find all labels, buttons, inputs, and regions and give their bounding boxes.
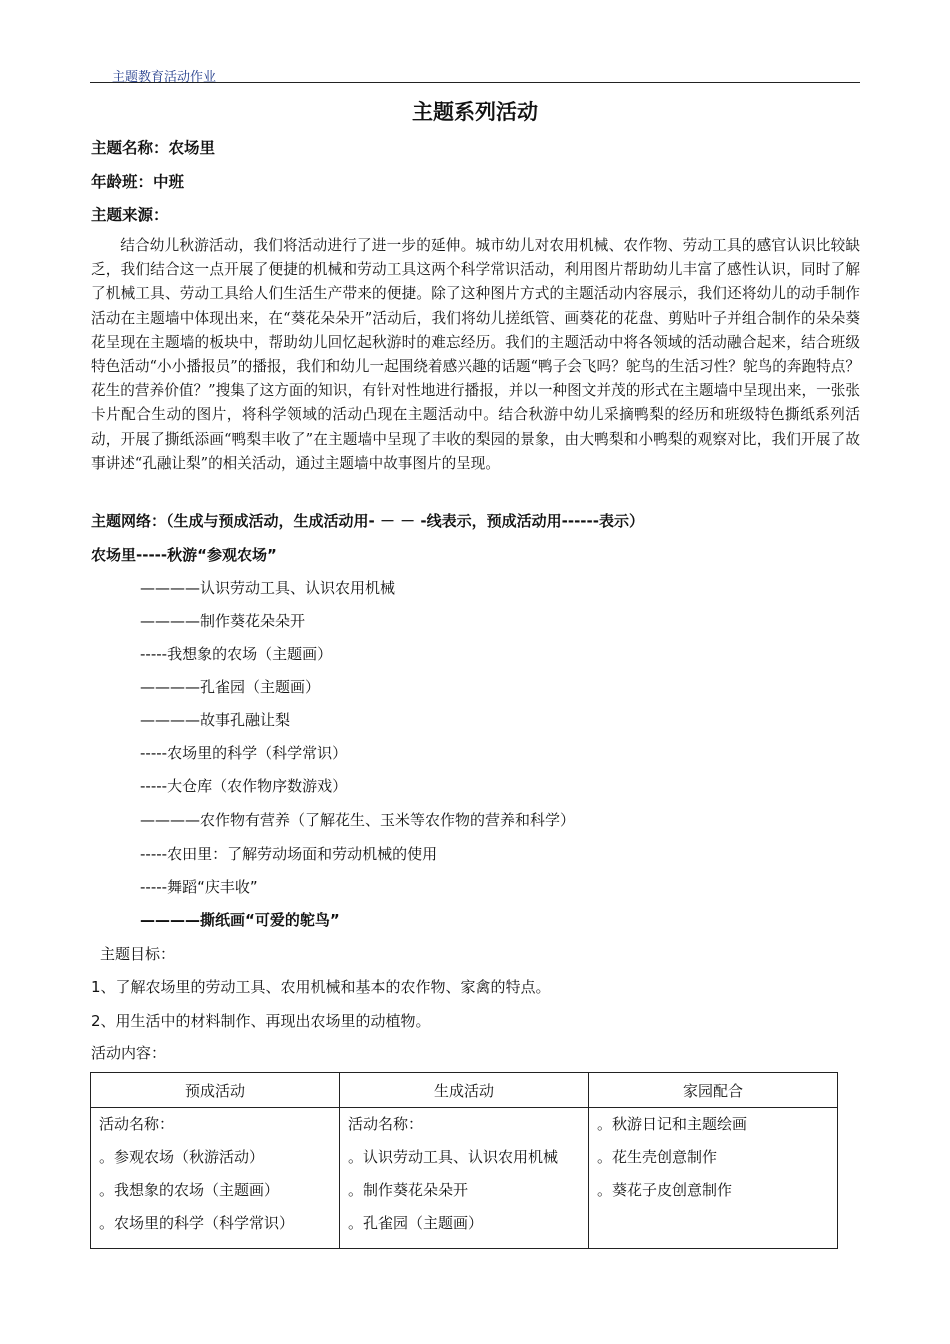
list-item: 。参观农场（秋游活动） <box>99 1148 265 1166</box>
network-label: 主题网络：（生成与预成活动，生成活动用- － － -线表示，预成活动用------表示） <box>91 512 644 530</box>
page-title: 主题系列活动 <box>412 100 538 124</box>
network-item: ————制作葵花朵朵开 <box>140 612 306 630</box>
running-header: 主题教育活动作业 <box>112 70 217 85</box>
header-preset-activities: 预成活动 <box>91 1073 340 1108</box>
network-item: -----农田里：了解劳动场面和劳动机械的使用 <box>140 845 438 863</box>
list-item: 。认识劳动工具、认识农用机械 <box>348 1148 559 1166</box>
list-item: 。秋游日记和主题绘画 <box>597 1115 748 1133</box>
list-item: 。葵花子皮创意制作 <box>597 1181 733 1199</box>
goal-item: 1、了解农场里的劳动工具、农用机械和基本的农作物、家禽的特点。 <box>91 978 551 996</box>
network-root: 农场里-----秋游“参观农场” <box>91 546 277 564</box>
network-item: ————孔雀园（主题画） <box>140 678 321 696</box>
network-item: ————农作物有营养（了解花生、玉米等农作物的营养和科学） <box>140 811 576 829</box>
list-item: 活动名称： <box>348 1115 424 1133</box>
age-class: 年龄班：中班 <box>91 173 185 191</box>
list-item: 。孔雀园（主题画） <box>348 1214 484 1232</box>
goal-item: 2、用生活中的材料制作、再现出农场里的动植物。 <box>91 1012 431 1030</box>
header-generated-activities: 生成活动 <box>340 1073 589 1108</box>
home-cooperation-cell <box>589 1108 838 1249</box>
list-item: 。制作葵花朵朵开 <box>348 1181 469 1199</box>
source-paragraph: 结合幼儿秋游活动，我们将活动进行了进一步的延伸。城市幼儿对农用机械、农作物、劳动工具的感官认识比较缺乏，我们结合这一点开展了便捷的机械和劳动工具这两个科学常识活动，利用图片帮助幼儿丰富了感性认识，同时了解了机械工具、劳动工具给人们生活生产带来的便捷。除了这种图片方式的主题活动内容展示，我们还将幼儿的动手制作活动在主题墙中体现出来，在“葵花朵朵开”活动后，我们将幼儿搓纸管、画葵花的花盘、剪贴叶子并组合制作的朵朵葵花呈现在主题墙的板块中，帮助幼儿回忆起秋游时的难忘经历。我们的主题活动中将各领域的活动融合起来，结合班级特色活动“小小播报员”的播报，我们和幼儿一起围绕着感兴趣的话题“鸭子会飞吗？鸵鸟的生活习性？鸵鸟的奔跑特点？花生的营养价值？”搜集了这方面的知识，有针对性地进行播报，并以一种图文并茂的形式在主题墙中呈现出来，一张张卡片配合生动的图片，将科学领域的活动凸现在主题活动中。结合秋游中幼儿采摘鸭梨的经历和班级特色撕纸系列活动，开展了撕纸添画“鸭梨丰收了”在主题墙中呈现了丰收的梨园的景象，由大鸭梨和小鸭梨的观察对比，我们开展了故事讲述“孔融让梨”的相关活动，通过主题墙中故事图片的呈现。 <box>91 237 860 472</box>
network-item: ————故事孔融让梨 <box>140 711 291 729</box>
activities-table <box>90 1072 838 1249</box>
network-item: ————撕纸画“可爱的鸵鸟” <box>140 911 340 929</box>
table-header-row <box>91 1073 838 1108</box>
list-item: 。花生壳创意制作 <box>597 1148 718 1166</box>
network-item: -----我想象的农场（主题画） <box>140 645 333 663</box>
list-item: 。农场里的科学（科学常识） <box>99 1214 295 1232</box>
source-label: 主题来源： <box>91 206 169 224</box>
goals-label: 主题目标： <box>100 945 176 963</box>
network-item: -----大仓库（农作物序数游戏） <box>140 777 348 795</box>
network-item: -----农场里的科学（科学常识） <box>140 744 348 762</box>
network-item: -----舞蹈“庆丰收” <box>140 878 258 896</box>
theme-name: 主题名称：农场里 <box>91 139 216 157</box>
content-label: 活动内容： <box>91 1044 167 1062</box>
generated-activities-cell <box>340 1108 589 1249</box>
network-item: ————认识劳动工具、认识农用机械 <box>140 579 396 597</box>
preset-activities-cell <box>91 1108 340 1249</box>
list-item: 。我想象的农场（主题画） <box>99 1181 280 1199</box>
header-rule <box>90 82 860 83</box>
table-row <box>91 1108 838 1249</box>
list-item: 活动名称： <box>99 1115 175 1133</box>
header-home-cooperation: 家园配合 <box>589 1073 838 1108</box>
